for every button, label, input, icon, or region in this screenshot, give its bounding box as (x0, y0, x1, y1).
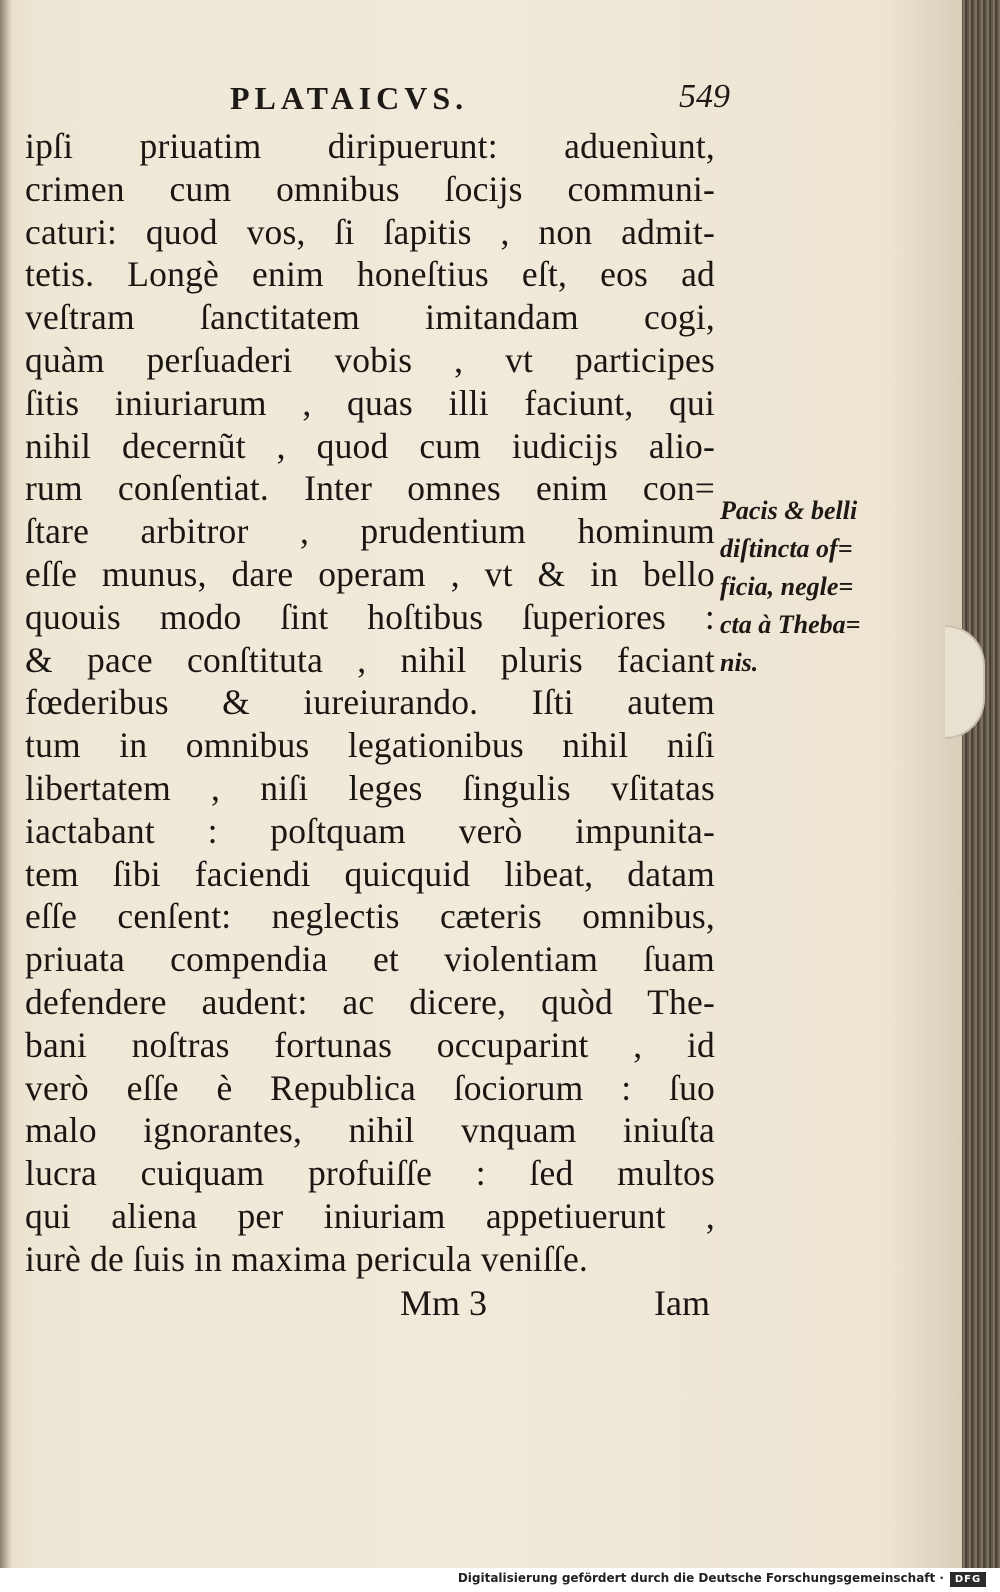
text-line: & pace conſtituta , nihil pluris faciant (25, 639, 715, 680)
text-line: veſtram ſanctitatem imitandam cogi, (25, 297, 715, 338)
text-line: quouis modo ſint hoſtibus ſuperiores : (25, 596, 715, 637)
text-line: fœderibus & iureiurando. Iſti autem (25, 682, 715, 723)
text-line: quàm perſuaderi vobis , vt participes (25, 339, 715, 380)
page-header (230, 80, 730, 124)
book-edge (962, 0, 1000, 1568)
marginal-note-line: diſtincta of= (720, 534, 853, 563)
credit-text: Digitalisierung gefördert durch die Deutsche Forschungsgemeinschaft · (457, 1571, 944, 1585)
text-line: lucra cuiquam profuiſſe : ſed multos (25, 1153, 715, 1194)
text-line: eſſe cenſent: neglectis cæteris omnibus, (25, 896, 715, 937)
running-title: PLATAICVS. (230, 80, 469, 116)
text-line: tem ſibi faciendi quicquid libeat, datam (25, 853, 715, 894)
text-line: iactabant : poſtquam verò impunita- (25, 810, 715, 851)
text-line: crimen cum omnibus ſocijs communi- (25, 168, 715, 209)
text-line: libertatem , niſi leges ſingulis vſitatas (25, 767, 715, 808)
text-line: defendere audent: ac dicere, quòd The- (25, 981, 715, 1022)
text-line: ſtare arbitror , prudentium hominum (25, 511, 715, 552)
body-text (25, 125, 715, 1281)
text-line: caturi: quod vos, ſi ſapitis , non admit- (25, 211, 715, 252)
text-line: rum conſentiat. Inter omnes enim con= (25, 468, 715, 509)
text-line: iurè de ſuis in maxima pericula veniſſe. (25, 1238, 588, 1279)
dfg-logo-icon: DFG (950, 1572, 986, 1587)
page-footer (400, 1282, 710, 1326)
text-line: eſſe munus, dare operam , vt & in bello (25, 553, 715, 594)
text-line: priuata compendia et violentiam ſuam (25, 939, 715, 980)
text-line: tetis. Longè enim honeſtius eſt, eos ad (25, 254, 715, 295)
catchword: Iam (654, 1283, 710, 1323)
text-line: verò eſſe è Republica ſociorum : ſuo (25, 1067, 715, 1108)
signature-mark: Mm 3 (400, 1283, 488, 1323)
text-line: qui aliena per iniuriam appetiuerunt , (25, 1195, 715, 1236)
marginal-note (720, 492, 900, 682)
page-gutter-shadow (0, 0, 12, 1568)
text-line: ſitis iniuriarum , quas illi faciunt, qui (25, 382, 715, 423)
text-line: bani noſtras fortunas occuparint , id (25, 1024, 715, 1065)
text-line: tum in omnibus legationibus nihil niſi (25, 725, 715, 766)
text-line: ipſi priuatim diripuerunt: aduenìunt, (25, 126, 715, 166)
marginal-note-line: ficia, negle= (720, 572, 854, 601)
marginal-note-line: nis. (720, 648, 759, 677)
marginal-note-line: Pacis & belli (720, 496, 858, 525)
credit-bar (0, 1568, 1000, 1592)
text-line: nihil decernũt , quod cum iudicijs alio- (25, 425, 715, 466)
page-number: 549 (679, 78, 730, 115)
text-line: malo ignorantes, nihil vnquam iniuſta (25, 1110, 715, 1151)
marginal-note-line: cta à Theba= (720, 610, 861, 639)
